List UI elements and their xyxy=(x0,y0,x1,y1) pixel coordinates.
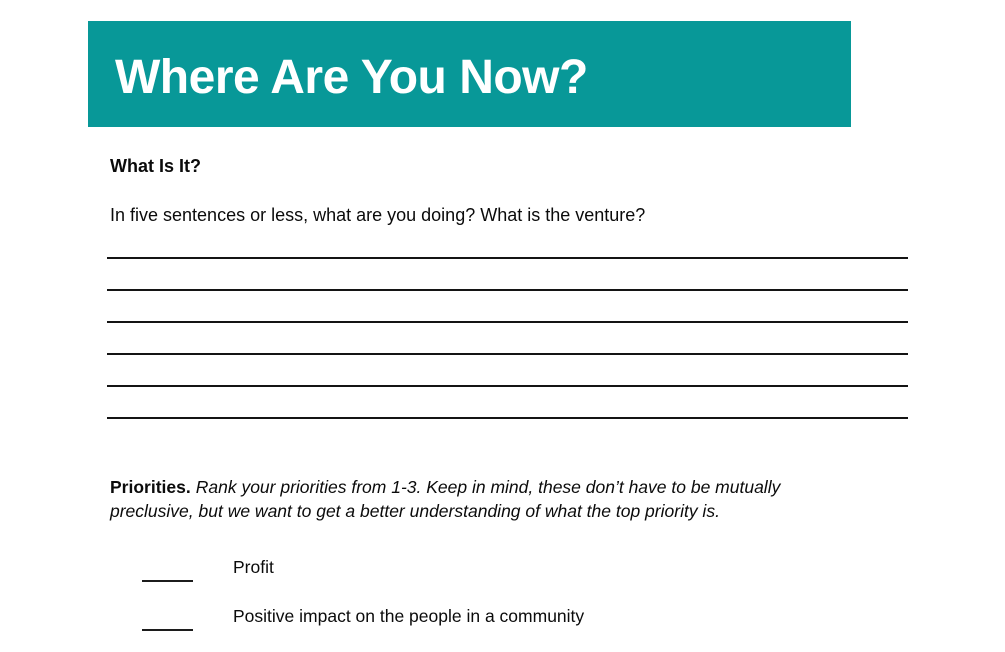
answer-line xyxy=(107,355,908,387)
venture-question-text: In five sentences or less, what are you doing? What is the venture? xyxy=(110,205,646,225)
page-title: Where Are You Now? xyxy=(115,51,588,104)
answer-line xyxy=(107,387,908,419)
priorities-label: Priorities. xyxy=(110,476,191,497)
answer-line xyxy=(107,323,908,355)
priority-label: Positive impact on the people in a community xyxy=(233,606,585,626)
priority-label: Profit xyxy=(233,557,274,577)
priorities-instructions-line2: preclusive, but we want to get a better understanding of what the top priority is. xyxy=(110,501,720,521)
section-heading-what-is-it: What Is It? xyxy=(110,156,201,176)
answer-line xyxy=(107,291,908,323)
priority-item xyxy=(142,601,584,631)
priorities-instructions-line1: Rank your priorities from 1-3. Keep in mind, these don’t have to be mutually xyxy=(195,476,781,497)
priority-list xyxy=(142,552,584,650)
priority-item xyxy=(142,552,584,582)
answer-line xyxy=(107,227,908,259)
rank-blank xyxy=(142,604,193,631)
title-banner xyxy=(88,21,851,127)
answer-lines xyxy=(107,227,908,419)
rank-blank xyxy=(142,555,193,582)
priorities-instructions xyxy=(110,475,870,524)
answer-line xyxy=(107,259,908,291)
